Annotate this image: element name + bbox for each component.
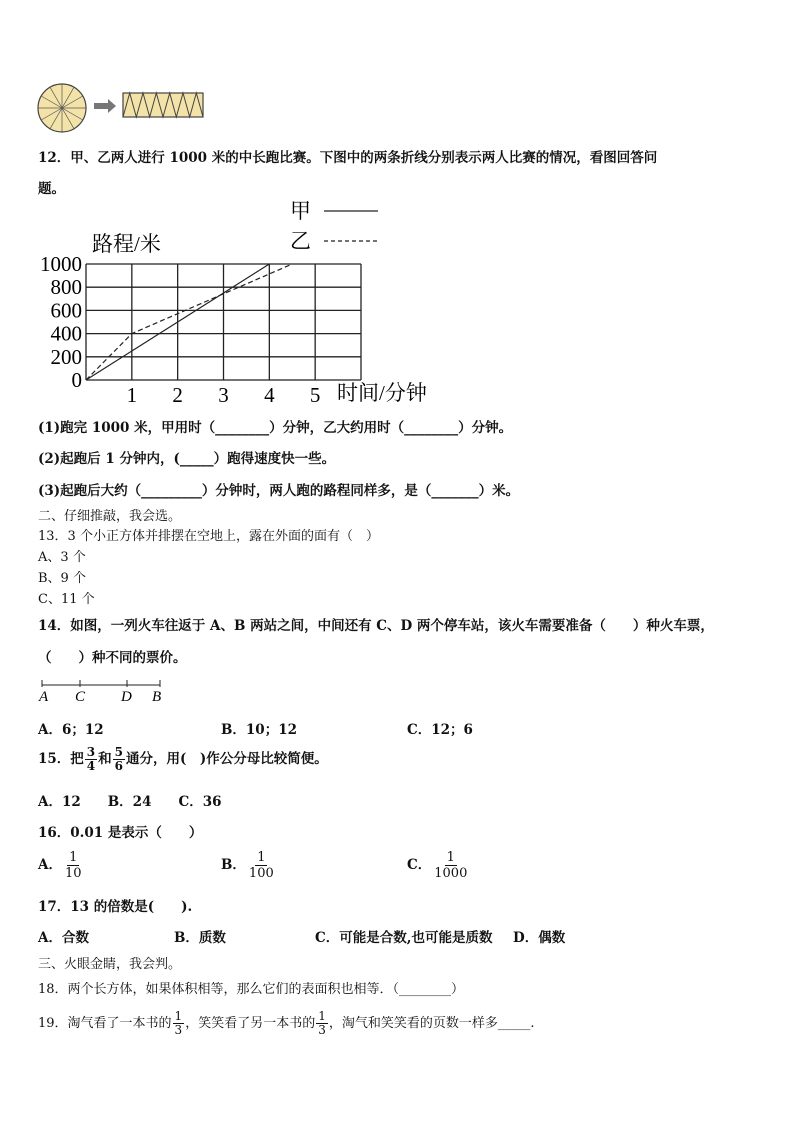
q12-intro: 12．甲、乙两人进行 1000 米的中长跑比赛。下图中的两条折线分别表示两人比赛的情况，看图回答问	[38, 150, 658, 166]
x-tick-label: 5	[309, 383, 321, 407]
q17-option-d: D．偶数	[513, 930, 566, 946]
series-line-yi	[86, 264, 292, 380]
q19-stem: 19．淘气看了一本书的 $\frac{1}{3}$ ，笑笑看了另一本书的 $\frac{1}{3}$ ，淘气和笑笑看的页数一样多_____.	[38, 1009, 535, 1037]
q12-intro-cont: 题。	[38, 181, 65, 197]
q13-stem: 13．3 个小正方体并排摆在空地上，露在外面的面有（ ）	[38, 529, 379, 544]
x-tick-label: 2	[172, 383, 183, 407]
race-line-chart	[30, 196, 450, 410]
section3-heading: 三、火眼金睛，我会判。	[38, 957, 182, 972]
q14-stem: 14．如图，一列火车往返于 A、B 两站之间，中间还有 C、D 两个停车站，该火车需要准备（ ）种火车票，	[38, 618, 714, 634]
x-tick-label: 1	[126, 383, 138, 407]
q16-stem: 16．0.01 是表示（ ）	[38, 825, 203, 841]
q17-option-a: A．合数	[38, 930, 89, 946]
q14-option-c: C．12；6	[407, 722, 473, 738]
legend-label-0: 甲	[290, 199, 311, 223]
q16-option-b: B． $\frac{1}{100}$	[221, 850, 274, 881]
q15-fraction-1: $\frac{3}{4}$	[86, 745, 96, 773]
q15-fraction-2: $\frac{5}{6}$	[114, 745, 124, 773]
x-tick-label: 4	[264, 383, 275, 407]
circle-rearrange-figure	[36, 82, 216, 134]
q19-fraction-2: $\frac{1}{3}$	[318, 1009, 326, 1037]
q12-sub2: (2)起跑后 1 分钟内，(_____）跑得速度快一些。	[38, 451, 336, 467]
section2-heading: 二、仔细推敲，我会选。	[38, 509, 182, 524]
x-tick-label: 3	[218, 383, 229, 407]
station-line-figure	[36, 677, 176, 705]
q17-option-b: B．质数	[174, 930, 226, 946]
q13-option-a: A、3 个	[38, 550, 86, 565]
q15-stem: 15．把 $\frac{3}{4}$ 和 $\frac{5}{6}$ 通分，用( )作公分母比较简便。	[38, 745, 328, 773]
q18-stem: 18．两个长方体，如果体积相等，那么它们的表面积也相等．（________）	[38, 982, 465, 997]
station-c: C	[75, 689, 86, 705]
y-axis-label: 路程/米	[92, 232, 161, 256]
q14-stem-cont: （ ）种不同的票价。	[38, 650, 187, 666]
q12-sub1: (1)跑完 1000 米，甲用时（________）分钟，乙大约用时（________）分钟。	[38, 420, 513, 436]
q16-option-a: A． $\frac{1}{10}$	[38, 850, 82, 881]
q17-option-c: C．可能是合数,也可能是质数	[315, 930, 493, 946]
legend-label-1: 乙	[290, 229, 311, 253]
y-tick-label: 800	[50, 275, 82, 300]
q19-fraction-1: $\frac{1}{3}$	[174, 1009, 183, 1037]
q14-option-b: B．10；12	[221, 722, 297, 738]
q12-sub3: (3)起跑后大约（_________）分钟时，两人跑的路程同样多，是（_______）米。	[38, 483, 520, 499]
y-tick-label: 0	[71, 368, 82, 392]
q13-option-c: C、11 个	[38, 592, 95, 607]
y-tick-label: 600	[50, 298, 82, 323]
station-d: D	[121, 689, 132, 705]
station-b: B	[152, 689, 162, 705]
y-tick-label: 1000	[40, 252, 82, 276]
q14-option-a: A．6；12	[38, 722, 104, 738]
q16-option-c: C． $\frac{1}{1000}$	[407, 850, 468, 881]
y-tick-label: 200	[50, 344, 82, 369]
q13-option-b: B、9 个	[38, 571, 86, 586]
x-axis-label: 时间/分钟	[337, 381, 427, 405]
q15-options: A．12 B．24 C．36	[38, 794, 222, 810]
station-a: A	[39, 689, 49, 705]
q17-stem: 17．13 的倍数是( ).	[38, 899, 193, 915]
y-tick-label: 400	[50, 321, 82, 346]
